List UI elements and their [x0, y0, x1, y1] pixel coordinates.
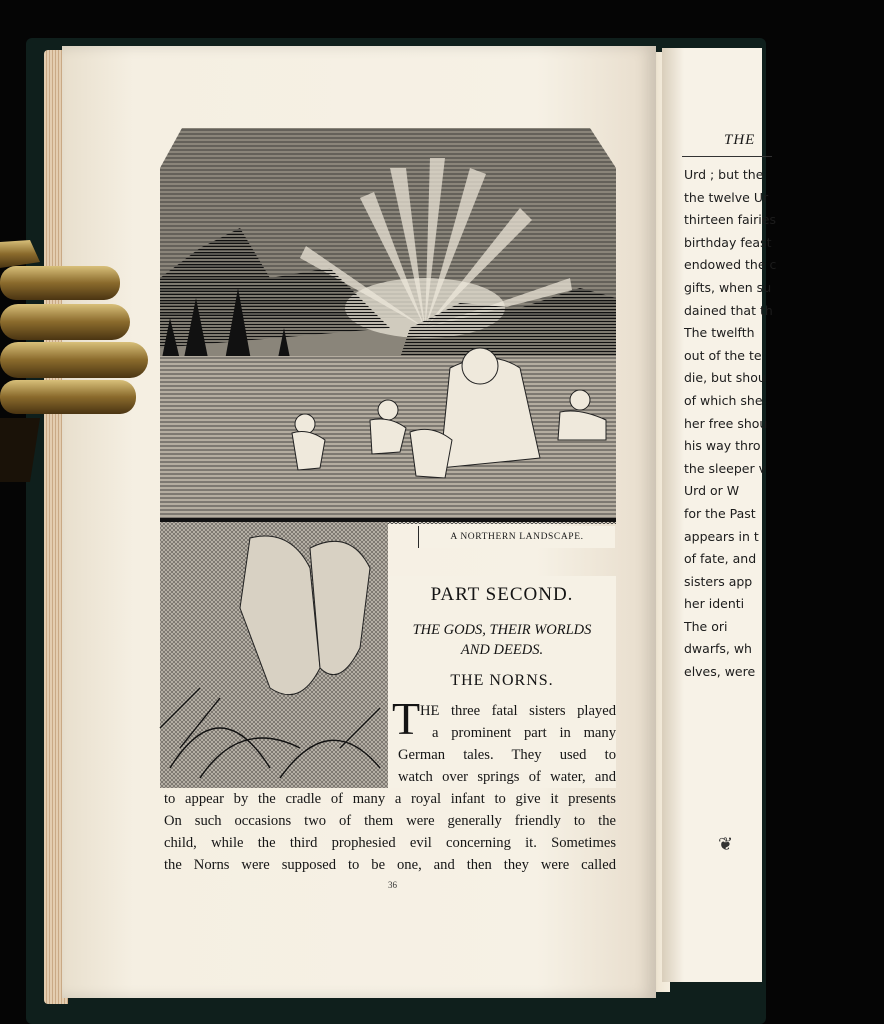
right-page-line: out of the te [684, 347, 762, 363]
body-line: HE three fatal sisters played [420, 703, 616, 719]
right-page-line: his way thro [684, 438, 761, 454]
right-page-line: birthday feast [684, 234, 772, 250]
header-rule [682, 156, 772, 157]
body-line: watch over springs of water, and [398, 769, 616, 785]
drop-cap: T [392, 693, 421, 744]
right-page-line: for the Past [684, 505, 756, 521]
ornament-icon: ❦ [718, 834, 734, 854]
section-title: THE NORNS. [450, 672, 554, 689]
right-page-line: dwarfs, wh [684, 641, 752, 657]
chapter-subtitle [390, 620, 614, 660]
right-page-line: The ori [684, 618, 728, 634]
right-page-line: die, but shou [684, 370, 766, 386]
right-page-line: endowed the c [684, 257, 777, 273]
right-page-line: dained that th [684, 302, 773, 318]
body-line: a prominent part in many [432, 725, 616, 741]
subtitle-line: THE GODS, THEIR WORLDS [412, 622, 592, 638]
body-line: German tales. They used to [398, 747, 616, 763]
body-line: child, while the third prophesied evil concerning it. Sometimes [164, 835, 616, 851]
right-page [662, 48, 777, 982]
running-header: THE [724, 132, 756, 148]
part-title: PART SECOND. [430, 584, 574, 605]
body-line: On such occasions two of them were generally friendly to the [164, 813, 616, 829]
illustration-caption: A NORTHERN LANDSCAPE. [418, 526, 615, 548]
right-page-line: thirteen fairies [684, 212, 776, 228]
right-page-line: of which she [684, 392, 763, 408]
subtitle-line: AND DEEDS. [460, 642, 544, 658]
right-page-line: her identi [684, 596, 745, 612]
right-page-line: The twelfth [684, 325, 755, 341]
right-page-line: the sleeper v [684, 460, 766, 476]
right-page-line: appears in t [684, 528, 759, 544]
right-page-line: Urd or W [684, 483, 740, 499]
right-page-line: gifts, when su [684, 279, 772, 295]
right-page-line: of fate, and [684, 551, 757, 567]
right-page-line: sisters app [684, 573, 753, 589]
right-page-line: Urd ; but the [684, 167, 764, 182]
body-line: the Norns were supposed to be one, and then they were called [164, 857, 616, 873]
right-page-text [684, 164, 884, 684]
right-page-line: elves, were [684, 664, 756, 680]
right-page-line: the twelve Ur [684, 189, 769, 205]
right-page-line: her free shou [684, 415, 768, 431]
bronze-hand [0, 232, 150, 482]
page-number: 36 [388, 880, 397, 890]
body-line: to appear by the cradle of many a royal infant to give it presents [164, 791, 616, 807]
